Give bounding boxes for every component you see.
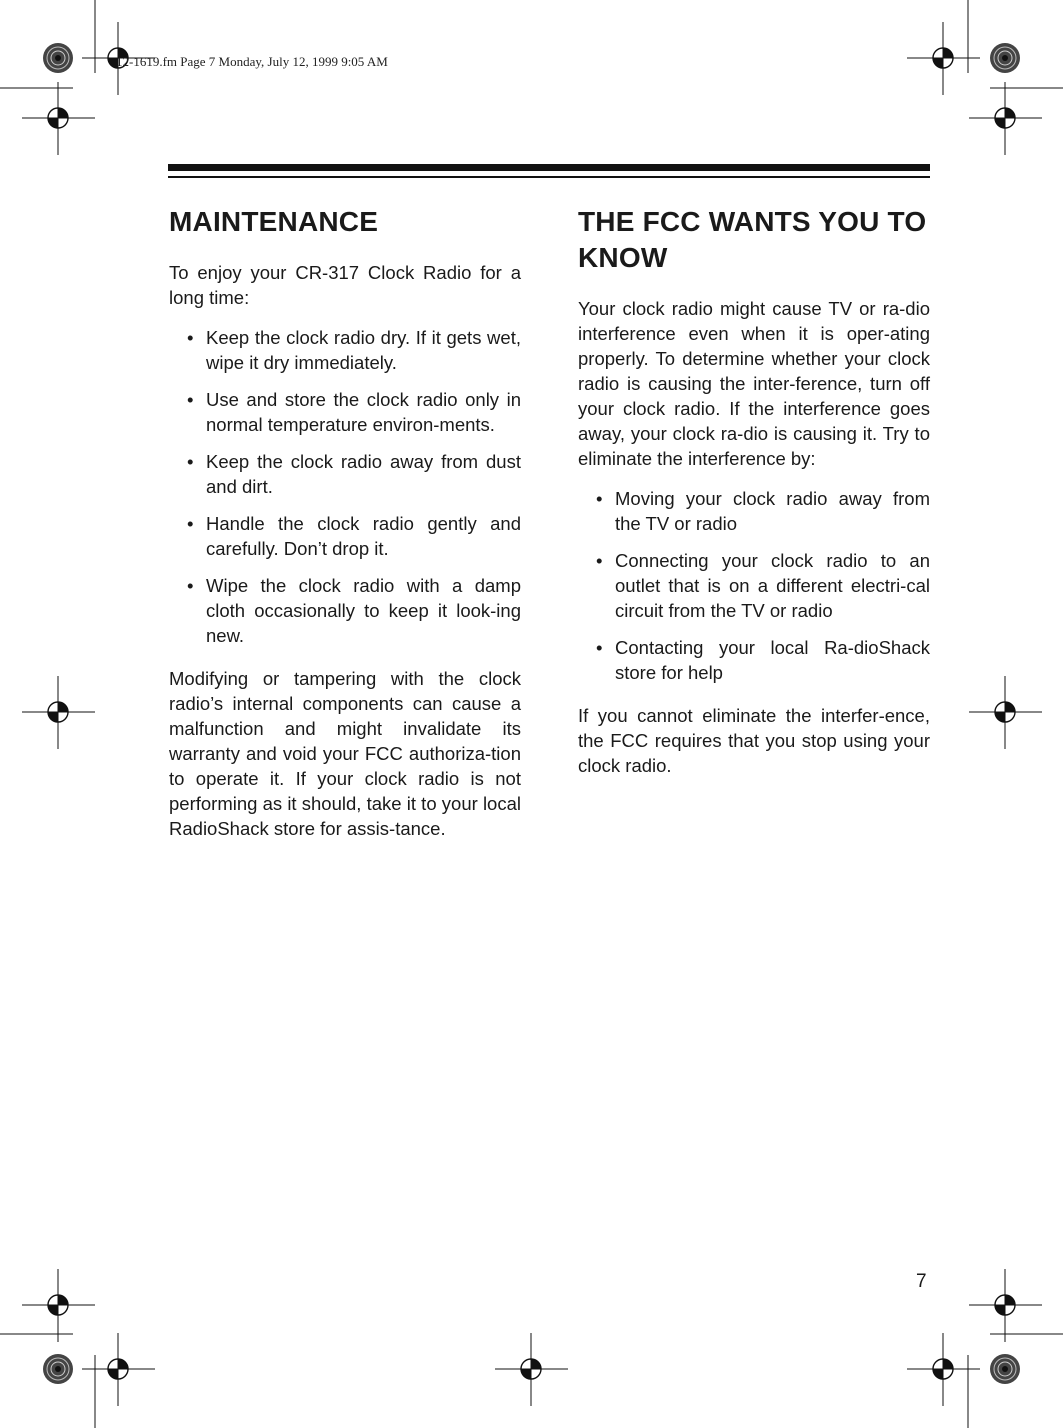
- maintenance-column: [169, 204, 521, 856]
- header-rule-thin: [168, 176, 930, 178]
- page-number: 7: [916, 1271, 927, 1292]
- list-item: • Use and store the clock radio only in normal temperature environ-ments.: [169, 387, 521, 437]
- fcc-intro: Your clock radio might cause TV or ra-dio interference even when it is oper-ating properly. To determine whether your clock radio is causing the inter-ference, turn off your clock radio. If the interference goes away, your clock ra-dio is causing it. Try to eliminate the interference by:: [578, 298, 930, 469]
- list-item: • Connecting your clock radio to an outlet that is on a different electri-cal circuit from the TV or radio: [578, 548, 930, 623]
- list-item: • Handle the clock radio gently and carefully. Don’t drop it.: [169, 511, 521, 561]
- header-rule-thick: [168, 164, 930, 171]
- list-item: • Contacting your local Ra-dioShack store for help: [578, 635, 930, 685]
- tampering-warning: Modifying or tampering with the clock radio’s internal components can cause a malfunction and might invalidate its warranty and void your FCC authoriza-tion to operate it. If your clock radio is not performing as it should, take it to your local RadioShack store for assis-tance.: [169, 668, 521, 839]
- maintenance-list: [169, 325, 521, 648]
- fcc-closing: If you cannot eliminate the interfer-ence, the FCC requires that you stop using your clock radio.: [578, 705, 930, 776]
- fcc-heading: THE FCC WANTS YOU TO KNOW: [578, 206, 927, 273]
- fcc-list: [578, 486, 930, 685]
- maintenance-intro: To enjoy your CR-317 Clock Radio for a long time:: [169, 262, 521, 308]
- maintenance-heading: MAINTENANCE: [169, 206, 379, 237]
- list-item: • Wipe the clock radio with a damp cloth occasionally to keep it look-ing new.: [169, 573, 521, 648]
- list-item: • Keep the clock radio away from dust and dirt.: [169, 449, 521, 499]
- list-item: • Moving your clock radio away from the TV or radio: [578, 486, 930, 536]
- list-item: • Keep the clock radio dry. If it gets wet, wipe it dry immediately.: [169, 325, 521, 375]
- file-slug: 12-1619.fm Page 7 Monday, July 12, 1999 9:05 AM: [116, 54, 388, 69]
- fcc-column: [578, 204, 930, 793]
